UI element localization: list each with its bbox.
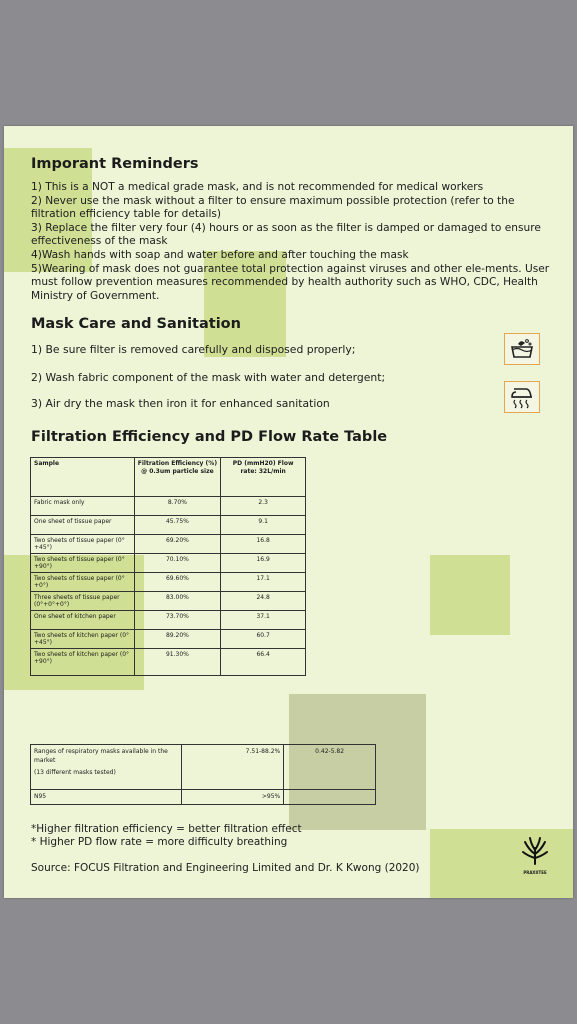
cell-pd: 2.3	[221, 497, 306, 516]
cell-pd: 66.4	[221, 649, 306, 676]
cell-pd: 9.1	[221, 516, 306, 535]
table-row	[31, 573, 306, 592]
table-row	[31, 630, 306, 649]
cell-efficiency: 70.10%	[134, 554, 221, 573]
decor-block	[430, 829, 573, 898]
cell-efficiency: 91.30%	[134, 649, 221, 676]
document-page	[4, 126, 573, 898]
header-efficiency: Filtration Efficiency (%) @ 0.3um particle size	[134, 458, 221, 497]
market-range-table	[30, 744, 376, 805]
cell-pd: 37.1	[221, 611, 306, 630]
table-row	[31, 592, 306, 611]
cell-pd: 24.8	[221, 592, 306, 611]
reminder-item: 4)Wash hands with soap and water before and after touching the mask	[31, 248, 409, 261]
iron-icon	[504, 381, 540, 413]
header-pd: PD (mmH20) Flow rate: 32L/min	[221, 458, 306, 497]
table-row	[31, 611, 306, 630]
cell-sample: Two sheets of kitchen paper (0°+90°)	[31, 649, 135, 676]
cell-sample: Two sheets of tissue paper (0°+0°)	[31, 573, 135, 592]
cell-efficiency: >95%	[181, 790, 284, 805]
cell-efficiency: 45.75%	[134, 516, 221, 535]
source-line: Source: FOCUS Filtration and Engineering Limited and Dr. K Kwong (2020)	[31, 862, 420, 874]
cell-sample: Two sheets of kitchen paper (0°+45°)	[31, 630, 135, 649]
cell-efficiency: 83.00%	[134, 592, 221, 611]
care-item: 1) Be sure filter is removed carefully and disposed properly;	[31, 343, 356, 356]
table-row	[31, 649, 306, 676]
cell-efficiency: 73.70%	[134, 611, 221, 630]
cell-n95: N95	[31, 790, 182, 805]
cell-efficiency: 8.70%	[134, 497, 221, 516]
reminders-title: Imporant Reminders	[31, 156, 199, 172]
table-row	[31, 497, 306, 516]
cell-efficiency: 69.60%	[134, 573, 221, 592]
brand-logo	[520, 836, 550, 874]
cell-sample: Two sheets of tissue paper (0°+90°)	[31, 554, 135, 573]
table-row	[31, 516, 306, 535]
cell-pd: 60.7	[221, 630, 306, 649]
care-item: 2) Wash fabric component of the mask with water and detergent;	[31, 371, 386, 384]
cell-sample: Two sheets of tissue paper (0°+45°)	[31, 535, 135, 554]
cell-efficiency: 7.51-88.2%	[181, 745, 284, 790]
footnote: *Higher filtration efficiency = better filtration effect	[31, 823, 302, 835]
reminder-item: 3) Replace the filter very four (4) hours or as soon as the filter is damped or damaged to ensure effectiveness of the mask	[31, 221, 541, 248]
care-item: 3) Air dry the mask then iron it for enhanced sanitation	[31, 397, 330, 410]
table-row	[31, 535, 306, 554]
cell-sample: Fabric mask only	[31, 497, 135, 516]
cell-pd: 16.9	[221, 554, 306, 573]
range-label-line: (13 different masks tested)	[34, 769, 116, 776]
range-label-line: Ranges of respiratory masks available in the market	[34, 748, 168, 764]
cell-efficiency: 89.20%	[134, 630, 221, 649]
cell-pd: 17.1	[221, 573, 306, 592]
cell-efficiency: 69.20%	[134, 535, 221, 554]
cell-sample: One sheet of tissue paper	[31, 516, 135, 535]
hand-wash-icon	[504, 333, 540, 365]
cell-pd: 16.8	[221, 535, 306, 554]
logo-text: PRAXIITEE	[523, 870, 547, 875]
reminder-item: 2) Never use the mask without a filter to ensure maximum possible protection (refer to the filtration efficiency table for details)	[31, 194, 515, 221]
cell-sample: One sheet of kitchen paper	[31, 611, 135, 630]
table-row	[31, 745, 376, 790]
header-sample: Sample	[31, 458, 135, 497]
reminders-list	[31, 181, 551, 303]
filtration-title: Filtration Efficiency and PD Flow Rate Table	[31, 429, 388, 445]
table-header-row	[31, 458, 306, 497]
filtration-table	[30, 457, 306, 676]
cell-sample: Three sheets of tissue paper (0°+0°+0°)	[31, 592, 135, 611]
footnote: * Higher PD flow rate = more difficulty breathing	[31, 835, 288, 848]
cell-pd: 0.42-5.82	[284, 745, 376, 790]
reminder-item: 5)Wearing of mask does not guarantee total protection against viruses and other ele-ments. User must follow prevention measures recommended by health authority such as WHO, CDC, Health Ministry of Government.	[31, 262, 550, 302]
care-title: Mask Care and Sanitation	[31, 316, 241, 332]
tree-logo-icon	[520, 836, 550, 866]
cell-pd	[284, 790, 376, 805]
table-row	[31, 790, 376, 805]
table-row	[31, 554, 306, 573]
reminder-item: 1) This is a NOT a medical grade mask, and is not recommended for medical workers	[31, 181, 484, 193]
footnotes	[31, 823, 302, 848]
cell-range-label	[31, 745, 182, 790]
decor-block	[430, 555, 510, 635]
